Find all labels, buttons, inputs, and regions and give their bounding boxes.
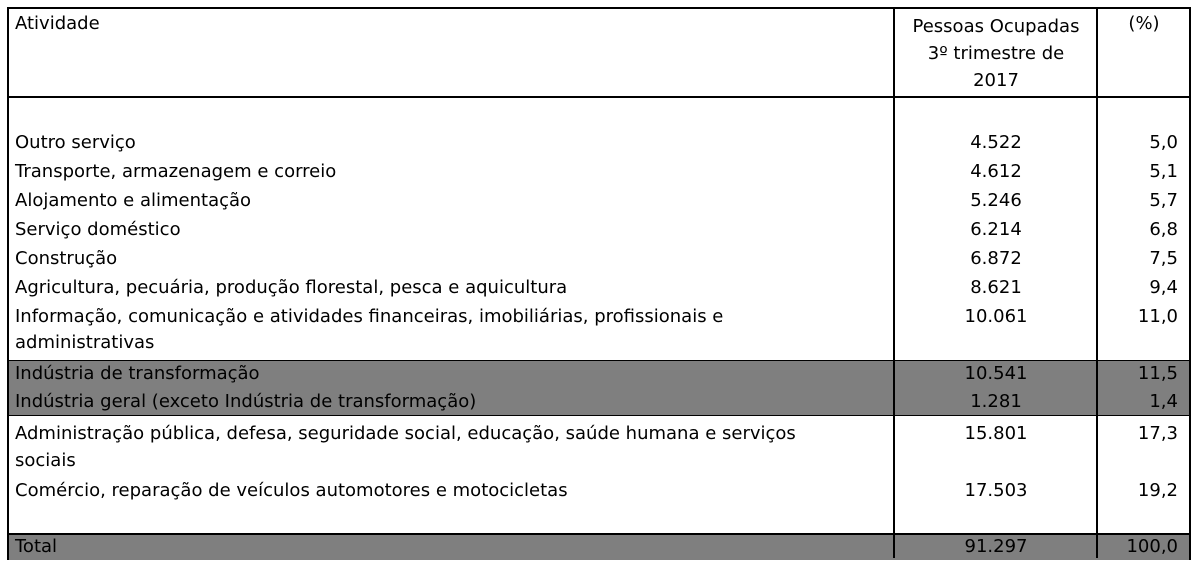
row-persons: 6.214 <box>970 219 1022 240</box>
highlight-top-line <box>9 360 1189 361</box>
row-percent: 5,0 <box>1149 132 1178 153</box>
row-persons: 4.612 <box>970 161 1022 182</box>
column-divider-persons <box>893 9 895 558</box>
row-persons: 17.503 <box>964 480 1028 501</box>
row-percent: 7,5 <box>1149 248 1178 269</box>
row-activity: Alojamento e alimentação <box>15 190 252 211</box>
row-activity: Transporte, armazenagem e correio <box>15 161 337 182</box>
row-percent: 5,1 <box>1149 161 1178 182</box>
header-divider <box>9 96 1189 98</box>
row-activity: Construção <box>15 248 118 269</box>
row-activity: Indústria de transformação <box>15 363 260 384</box>
total-divider <box>9 533 1189 535</box>
row-persons: 8.621 <box>970 277 1022 298</box>
header-percent: (%) <box>1128 13 1160 34</box>
total-percent: 100,0 <box>1126 536 1178 557</box>
row-percent: 6,8 <box>1149 219 1178 240</box>
activity-table <box>7 7 1191 560</box>
header-activity: Atividade <box>15 13 100 34</box>
row-persons: 15.801 <box>964 423 1028 444</box>
header-persons-line2: 3º trimestre de <box>927 43 1065 64</box>
total-label: Total <box>15 536 58 557</box>
header-persons-line3: 2017 <box>973 70 1019 91</box>
row-activity: Serviço doméstico <box>15 219 181 240</box>
row-persons: 1.281 <box>970 391 1022 412</box>
column-divider-percent <box>1096 9 1098 558</box>
row-activity: Indústria geral (exceto Indústria de transformação) <box>15 391 477 412</box>
row-persons: 6.872 <box>970 248 1022 269</box>
row-activity: Outro serviço <box>15 132 136 153</box>
header-persons-line1: Pessoas Ocupadas <box>912 16 1080 37</box>
row-percent: 5,7 <box>1149 190 1178 211</box>
row-persons: 5.246 <box>970 190 1022 211</box>
highlight-bottom-line <box>9 415 1189 416</box>
row-activity: Informação, comunicação e atividades financeiras, imobiliárias, profissionais e <box>15 306 724 327</box>
row-percent: 11,5 <box>1137 363 1178 384</box>
row-persons: 10.061 <box>964 306 1028 327</box>
header-persons <box>901 13 1091 94</box>
row-persons: 10.541 <box>964 363 1028 384</box>
row-percent: 19,2 <box>1137 480 1178 501</box>
row-activity-continuation: sociais <box>15 450 76 471</box>
row-percent: 11,0 <box>1137 306 1178 327</box>
row-percent: 17,3 <box>1137 423 1178 444</box>
row-percent: 9,4 <box>1149 277 1178 298</box>
row-persons: 4.522 <box>970 132 1022 153</box>
row-activity-continuation: administrativas <box>15 332 155 353</box>
row-activity: Comércio, reparação de veículos automotores e motocicletas <box>15 480 568 501</box>
row-activity: Administração pública, defesa, seguridade social, educação, saúde humana e serviços <box>15 423 796 444</box>
total-persons: 91.297 <box>964 536 1028 557</box>
row-percent: 1,4 <box>1149 391 1178 412</box>
row-activity: Agricultura, pecuária, produção florestal, pesca e aquicultura <box>15 277 568 298</box>
